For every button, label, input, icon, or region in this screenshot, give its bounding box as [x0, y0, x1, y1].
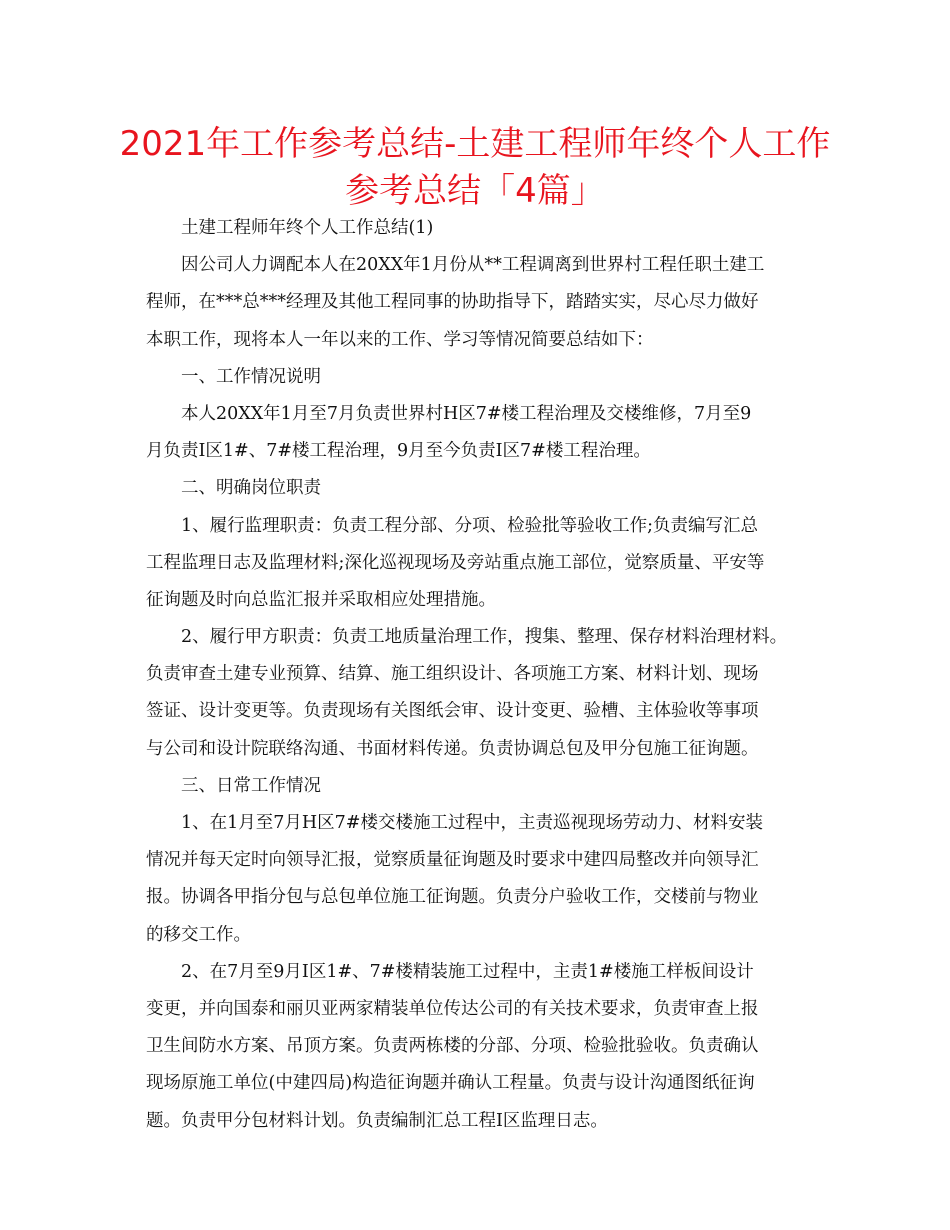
text-line: 报。协调各甲指分包与总包单位施工征询题。负责分户验收工作，交楼前与物业 [146, 887, 759, 908]
section-heading: 三、日常工作情况 [181, 775, 321, 796]
text-line: 2、履行甲方职责：负责工地质量治理工作，搜集、整理、保存材料治理材料。 [181, 627, 788, 648]
text-line: 本职工作，现将本人一年以来的工作、学习等情况简要总结如下： [146, 329, 654, 350]
document-title-line-1: 2021年工作参考总结-土建工程师年终个人工作 [119, 124, 831, 164]
text-line: 情况并每天定时向领导汇报，觉察质量征询题及时要求中建四局整改并向领导汇 [146, 850, 759, 871]
text-line: 2、在7月至9月I区1#、7#楼精装施工过程中，主责1#楼施工样板间设计 [181, 961, 754, 982]
text-line: 1、履行监理职责：负责工程分部、分项、检验批等验收工作;负责编写汇总 [181, 515, 759, 536]
text-line: 土建工程师年终个人工作总结(1) [181, 218, 434, 238]
text-line: 征询题及时向总监汇报并采取相应处理措施。 [146, 589, 496, 610]
document-body [146, 210, 826, 1140]
document-title-line-2: 参考总结「4篇」 [345, 171, 605, 211]
text-line: 现场原施工单位(中建四局)构造征询题并确认工程量。负责与设计沟通图纸征询 [146, 1073, 755, 1094]
section-heading: 二、明确岗位职责 [181, 478, 321, 499]
text-line: 题。负责甲分包材料计划。负责编制汇总工程I区监理日志。 [146, 1110, 608, 1131]
text-line: 变更，并向国泰和丽贝亚两家精装单位传达公司的有关技术要求，负责审查上报 [146, 998, 759, 1019]
text-line: 因公司人力调配本人在20XX年1月份从**工程调离到世界村工程任职土建工 [181, 255, 765, 276]
text-line: 卫生间防水方案、吊顶方案。负责两栋楼的分部、分项、检验批验收。负责确认 [146, 1036, 759, 1057]
text-line: 签证、设计变更等。负责现场有关图纸会审、设计变更、验槽、主体验收等事项 [146, 701, 759, 722]
text-line: 与公司和设计院联络沟通、书面材料传递。负责协调总包及甲分包施工征询题。 [146, 738, 759, 759]
text-line: 工程监理日志及监理材料;深化巡视现场及旁站重点施工部位，觉察质量、平安等 [146, 552, 765, 573]
text-line: 本人20XX年1月至7月负责世界村H区7#楼工程治理及交楼维修，7月至9 [181, 403, 752, 424]
text-line: 的移交工作。 [146, 924, 251, 945]
section-heading: 一、工作情况说明 [181, 366, 321, 387]
text-line: 月负责I区1#、7#楼工程治理，9月至今负责I区7#楼工程治理。 [146, 441, 651, 462]
text-line: 负责审查土建专业预算、结算、施工组织设计、各项施工方案、材料计划、现场 [146, 664, 759, 685]
text-line: 1、在1月至7月H区7#楼交楼施工过程中，主责巡视现场劳动力、材料安装 [181, 813, 763, 833]
text-line: 程师，在***总***经理及其他工程同事的协助指导下，踏踏实实，尽心尽力做好 [146, 292, 759, 313]
